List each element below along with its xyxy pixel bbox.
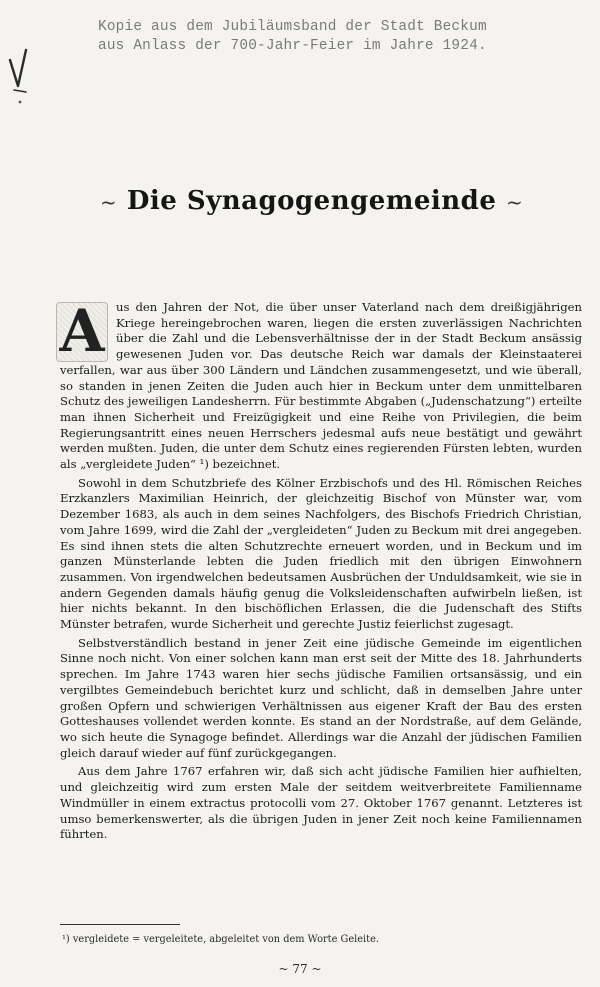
paragraph-4: Aus dem Jahre 1767 erfahren wir, daß sich acht jüdische Familien hier aufhielten, und gleichzeitig wird zum ersten Male der seitdem weitverbreitete Familienname Windmüller in einem extractus protocolli vom 27. Oktober 1767 genannt. Letzteres ist umso bemerkenswerter, als die übrigen Juden in jener Zeit noch keine Familiennamen führten. bbox=[60, 764, 582, 842]
header-line-1: Kopie aus dem Jubiläumsband der Stadt Beckum bbox=[98, 19, 487, 35]
typed-copy-header bbox=[98, 18, 598, 56]
handwritten-checkmark-icon bbox=[6, 46, 32, 106]
article-body bbox=[59, 297, 582, 843]
header-line-2: aus Anlass der 700-Jahr-Feier im Jahre 1924. bbox=[98, 38, 487, 54]
paragraph-1 bbox=[59, 297, 582, 473]
paragraph-2: Sowohl in dem Schutzbriefe des Kölner Erzbischofs und des Hl. Römischen Reiches Erzkanzlers Maximilian Heinrich, der gleichzeitig Bischof von Münster war, vom Dezember 1683, als auch in dem seines Nachfolgers, des Bischofs Friedrich Christian, vom Jahre 1699, wird die Zahl der „vergleideten“ Juden zu Beckum mit drei angegeben. Es sind ihnen stets die alten Schutzrechte erneuert worden, und in Beckum und im ganzen Münsterlande lebten die Juden friedlich mit den übrigen Einwohnern zusammen. Von irgendwelchen bedeutsamen Ausbrüchen der Unduldsamkeit, wie sie in andern Gegenden damals häufig genug die Volksleidenschaften aufwirbeln ließen, ist hier nichts bekannt. In den bischöflichen Erlassen, die die Judenschaft des Stifts Münster betrafen, wurde Sicherheit und gerechte Justiz feierlichst zugesagt. bbox=[60, 475, 582, 632]
page-number: ~ 77 ~ bbox=[278, 962, 322, 976]
page-title bbox=[100, 186, 524, 216]
decorative-initial: A bbox=[56, 302, 108, 362]
footnote-divider bbox=[60, 924, 180, 925]
title-ornament-left: ~ bbox=[100, 190, 118, 214]
paragraph-1-text: us den Jahren der Not, die über unser Vaterland nach dem dreißigjährigen Kriege hereingebrochen waren, liegen die ersten zuverlässigen Nachrichten über die Zahl und die Lebensverhältnisse der in der Stadt Beckum ansässig gewesenen Juden vor. Das deutsche Reich war damals der Kleinstaaterei verfallen, war aus über 300 Ländern und Ländchen zusammengesetzt, und wie überall, so standen in jenen Zeiten die Juden auch hier in Beckum unter dem unmittelbaren Schutz des jeweiligen Landesherrn. Für bestimmte Abgaben („Judenschatzung“) erteilte man ihnen Sicherheit und Freizügigkeit und eine Reihe von Privilegien, die beim Regierungsantritt eines neuen Herrschers jedesmal aufs neue bestätigt und gewährt werden mußten. Juden, die unter dem Schutz eines regierenden Fürsten lebten, wurden als „vergleidete Juden“ ¹) bezeichnet. bbox=[60, 300, 582, 472]
footnote: ¹) vergleidete = vergeleitete, abgeleitet von dem Worte Geleite. bbox=[62, 934, 380, 945]
paragraph-3: Selbstverständlich bestand in jener Zeit eine jüdische Gemeinde im eigentlichen Sinne noch nicht. Von einer solchen kann man erst seit der Mitte des 18. Jahrhunderts sprechen. Im Jahre 1743 waren hier sechs jüdische Familien ortsansässig, und ein vergilbtes Gemeindebuch berichtet kurz und schlicht, daß in demselben Jahre unter großen Opfern und schwierigen Verhältnissen aus eigener Kraft der Bau des ersten Gotteshauses vollendet werden konnte. Es stand an der Nordstraße, auf dem Gelände, wo sich heute die Synagoge befindet. Allerdings war die Anzahl der jüdischen Familien gleich darauf wieder auf fünf zurückgegangen. bbox=[60, 635, 582, 760]
title-ornament-right: ~ bbox=[505, 190, 524, 214]
title-text: Die Synagogengemeinde bbox=[126, 186, 497, 216]
